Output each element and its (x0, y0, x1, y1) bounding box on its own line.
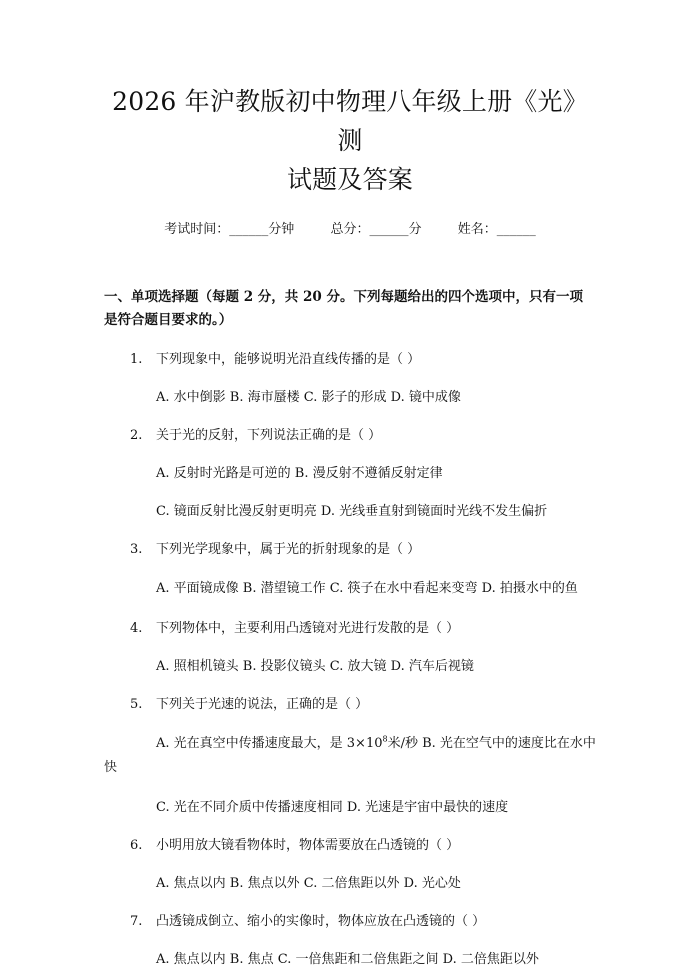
question-5 (104, 694, 596, 715)
exponent: 8 (382, 734, 388, 744)
question-2-options-ab: A. 反射时光路是可逆的 B. 漫反射不遵循反射定律 (156, 466, 443, 481)
question-6 (104, 835, 596, 856)
exam-time-label: 考试时间：______分钟 (164, 222, 295, 237)
question-4 (104, 618, 596, 639)
question-stem: 下列现象中，能够说明光沿直线传播的是（ ） (156, 352, 421, 367)
question-4-options: A. 照相机镜头 B. 投影仪镜头 C. 放大镜 D. 汽车后视镜 (156, 659, 474, 674)
option-a-text: A. 光在真空中传播速度最大，是 3×10 (156, 736, 383, 751)
option-b-text: 米/秒 B. 光在空气中的速度比在水中快 (104, 736, 596, 775)
question-number: 6. (130, 838, 143, 853)
question-7 (104, 911, 596, 932)
question-2-options-cd: C. 镜面反射比漫反射更明亮 D. 光线垂直射到镜面时光线不发生偏折 (156, 504, 548, 519)
question-5-options-ab (104, 732, 596, 780)
exam-meta (104, 221, 596, 239)
question-stem: 关于光的反射，下列说法正确的是（ ） (156, 428, 382, 443)
total-score-label: 总分：______分 (330, 222, 422, 237)
question-2 (104, 425, 596, 446)
question-6-options: A. 焦点以内 B. 焦点以外 C. 二倍焦距以外 D. 光心处 (156, 876, 461, 891)
question-1 (104, 349, 596, 370)
document-title (104, 82, 596, 199)
question-stem: 下列物体中，主要利用凸透镜对光进行发散的是（ ） (156, 621, 460, 636)
question-number: 2. (130, 428, 143, 443)
question-3 (104, 539, 596, 560)
title-line-2: 试题及答案 (286, 165, 413, 194)
question-7-options: A. 焦点以内 B. 焦点 C. 一倍焦距和二倍焦距之间 D. 二倍焦距以外 (156, 952, 539, 967)
title-line-1: 2026 年沪教版初中物理八年级上册《光》测 (112, 87, 588, 155)
question-number: 5. (130, 697, 143, 712)
question-number: 1. (130, 352, 143, 367)
question-number: 4. (130, 621, 143, 636)
question-stem: 小明用放大镜看物体时，物体需要放在凸透镜的（ ） (156, 838, 460, 853)
question-3-options: A. 平面镜成像 B. 潜望镜工作 C. 筷子在水中看起来变弯 D. 拍摄水中的鱼 (156, 581, 578, 596)
question-stem: 下列关于光速的说法，正确的是（ ） (156, 697, 369, 712)
student-name-label: 姓名：______ (457, 222, 536, 237)
question-stem: 凸透镜成倒立、缩小的实像时，物体应放在凸透镜的（ ） (156, 914, 486, 929)
question-5-options-cd: C. 光在不同介质中传播速度相同 D. 光速是宇宙中最快的速度 (156, 800, 509, 815)
section-heading-single-choice: 一、单项选择题（每题 2 分，共 20 分。下列每题给出的四个选项中，只有一项是符合题目要求的。） (104, 289, 583, 328)
question-number: 3. (130, 542, 143, 557)
question-stem: 下列光学现象中，属于光的折射现象的是（ ） (156, 542, 421, 557)
question-1-options: A. 水中倒影 B. 海市蜃楼 C. 影子的形成 D. 镜中成像 (156, 390, 461, 405)
question-number: 7. (130, 914, 143, 929)
